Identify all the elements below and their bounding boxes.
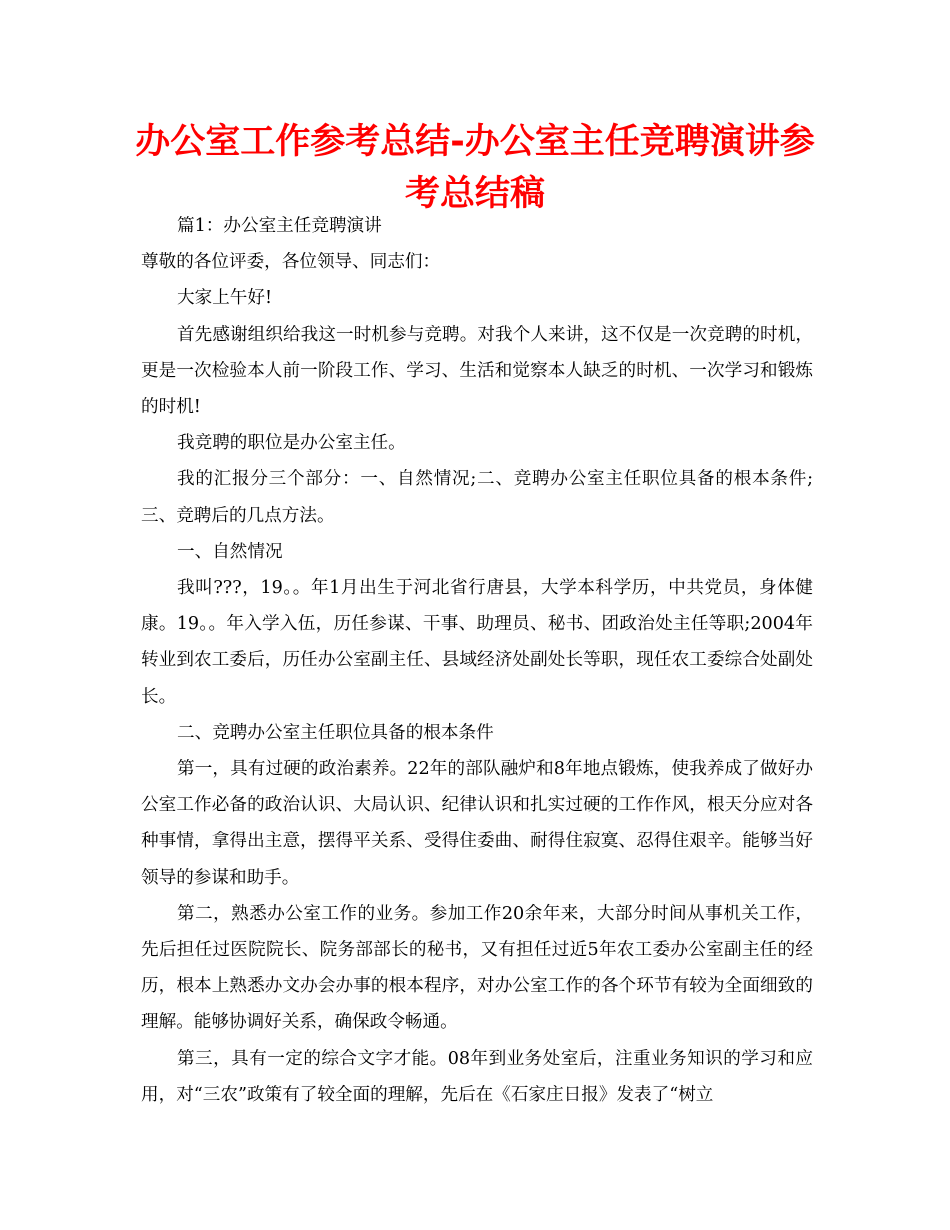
paragraph: 我竞聘的职位是办公室主任。 xyxy=(177,433,406,454)
paragraph-subheading: 一、自然情况 xyxy=(177,541,283,562)
paragraph: 我的汇报分三个部分：一、自然情况;二、竞聘办公室主任职位具备的根本条件;三、竞聘后的几点方法。 xyxy=(141,469,813,526)
paragraph-section-heading: 篇1：办公室主任竞聘演讲 xyxy=(177,216,382,236)
document-body xyxy=(141,208,813,1113)
paragraph: 第一，具有过硬的政治素养。22年的部队融炉和8年地点锻炼，使我养成了做好办公室工作必备的政治认识、大局认识、纪律认识和扎实过硬的工作作风，根天分应对各种事情，拿得出主意，摆得平关系、受得住委曲、耐得住寂寞、忍得住艰辛。能够当好领导的参谋和助手。 xyxy=(141,759,813,888)
paragraph-greeting: 大家上午好! xyxy=(177,288,273,309)
paragraph: 第二，熟悉办公室工作的业务。参加工作20余年来，大部分时间从事机关工作，先后担任过医院院长、院务部部长的秘书，又有担任过近5年农工委办公室副主任的经历，根本上熟悉办文办会办事的根本程序，对办公室工作的各个环节有较为全面细致的理解。能够协调好关系，确保政令畅通。 xyxy=(141,903,813,1033)
paragraph: 我叫???，19。。年1月出生于河北省行唐县，大学本科学历，中共党员，身体健康。19。。年入学入伍，历任参谋、干事、助理员、秘书、团政治处主任等职;2004年转业到农工委后，历任办公室副主任、县域经济处副处长等职，现任农工委综合处副处长。 xyxy=(141,578,813,707)
paragraph-salutation: 尊敬的各位评委，各位领导、同志们： xyxy=(141,252,441,273)
paragraph-subheading: 二、竞聘办公室主任职位具备的根本条件 xyxy=(177,722,494,743)
document-title: 办公室工作参考总结-办公室主任竞聘演讲参考总结稿 xyxy=(135,122,815,214)
paragraph: 首先感谢组织给我这一时机参与竞聘。对我个人来讲，这不仅是一次竞聘的时机，更是一次检验本人前一阶段工作、学习、生活和觉察本人缺乏的时机、一次学习和锻炼的时机! xyxy=(141,324,813,418)
paragraph: 第三，具有一定的综合文字才能。08年到业务处室后，注重业务知识的学习和应用，对“三农”政策有了较全面的理解，先后在《石家庄日报》发表了“树立 xyxy=(141,1048,813,1105)
